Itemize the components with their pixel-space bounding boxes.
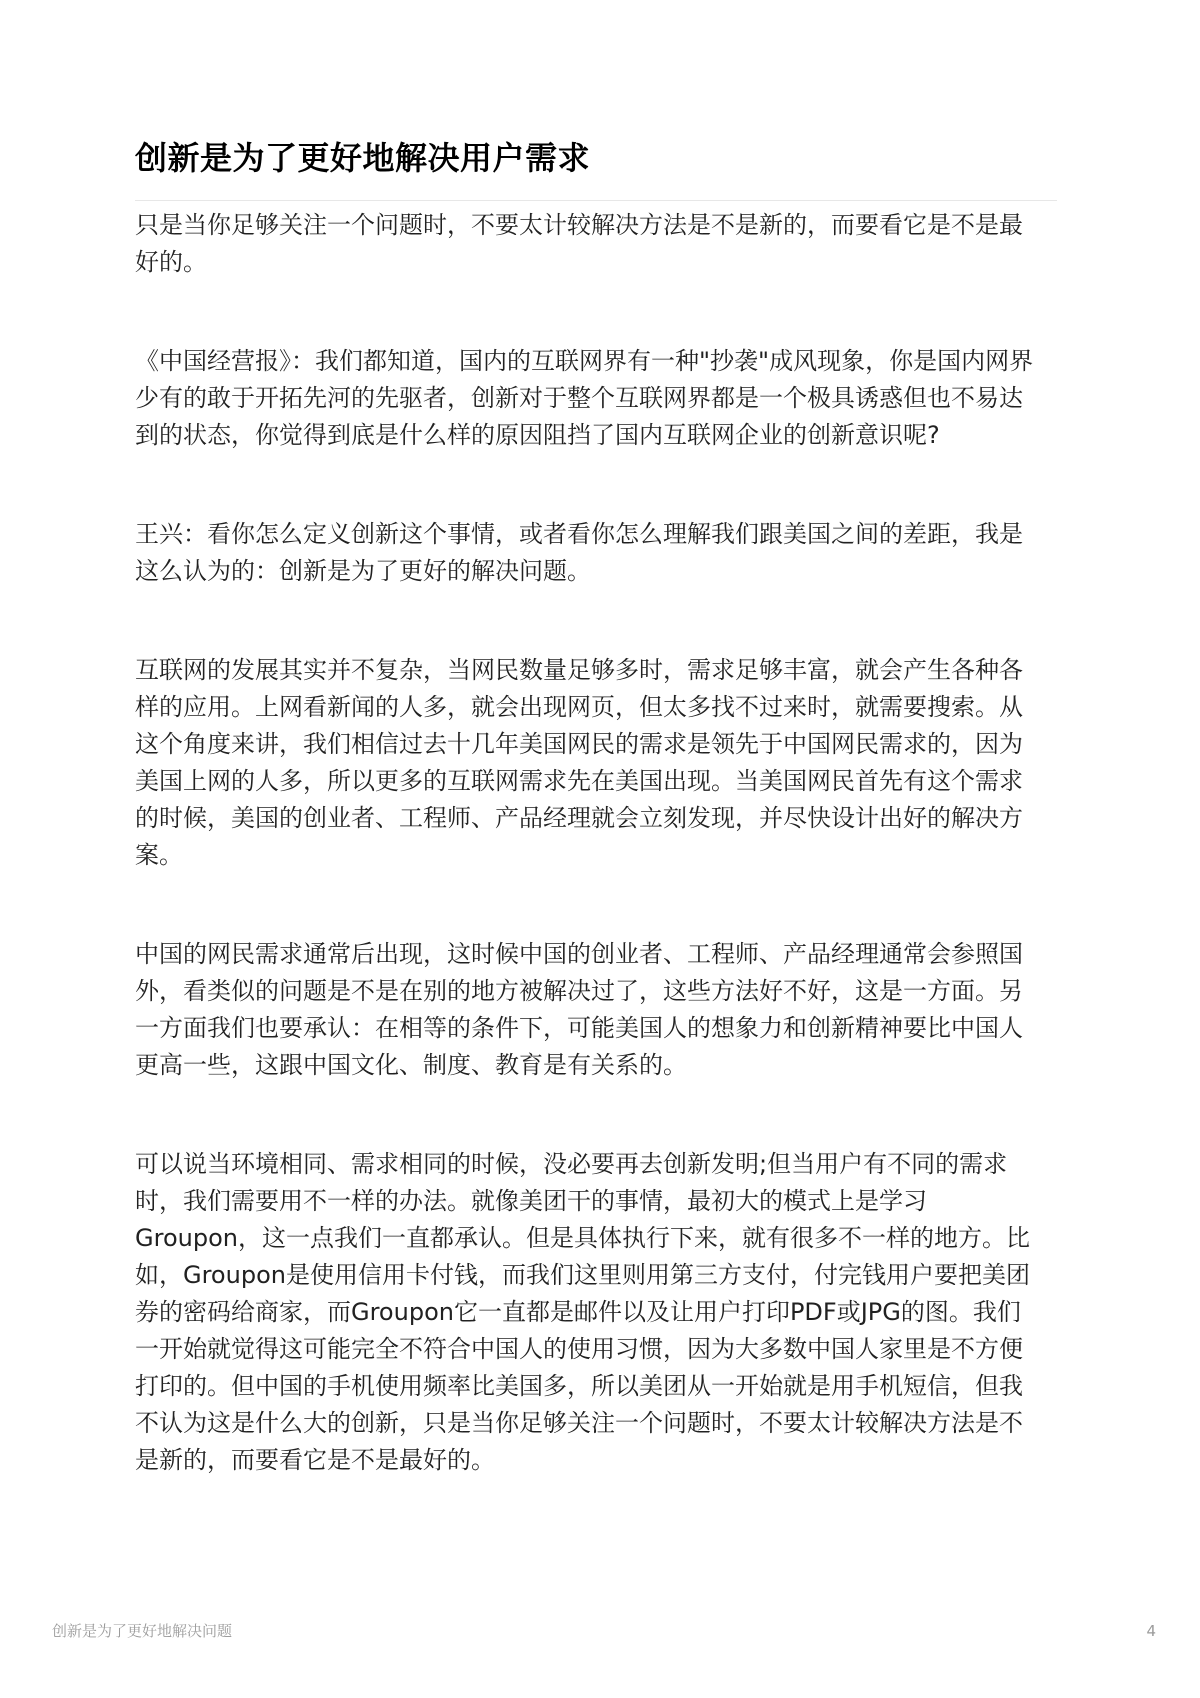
- paragraph-china-netizen-demand: 中国的网民需求通常后出现，这时候中国的创业者、工程师、产品经理通常会参照国外，看类似的问题是不是在别的地方被解决过了，这些方法好不好，这是一方面。另一方面我们也要承认：在相等的条件下，可能美国人的想象力和创新精神要比中国人更高一些，这跟中国文化、制度、教育是有关系的。: [135, 940, 1023, 1079]
- page-title: 创新是为了更好地解决用户需求: [135, 139, 591, 177]
- paragraph-interviewer-question: 《中国经营报》：我们都知道，国内的互联网界有一种"抄袭"成风现象，你是国内网界少有的敢于开拓先河的先驱者，创新对于整个互联网界都是一个极具诱惑但也不易达到的状态，你觉得到底是什么样的原因阻挡了国内互联网企业的创新意识呢?: [135, 347, 1034, 449]
- article-content: [135, 138, 1057, 1541]
- paragraph-meituan-groupon: 可以说当环境相同、需求相同的时候，没必要再去创新发明;但当用户有不同的需求时，我们需要用不一样的办法。就像美团干的事情，最初大的模式上是学习Groupon，这一点我们一直都承认。但是具体执行下来，就有很多不一样的地方。比如，Groupon是使用信用卡付钱，而我们这里则用第三方支付，付完钱用户要把美团券的密码给商家，而Groupon它一直都是邮件以及让用户打印PDF或JPG的图。我们一开始就觉得这可能完全不符合中国人的使用习惯，因为大多数中国人家里是不方便打印的。但中国的手机使用频率比美国多，所以美团从一开始就是用手机短信，但我不认为这是什么大的创新，只是当你足够关注一个问题时，不要太计较解决方法是不是新的，而要看它是不是最好的。: [135, 1150, 1030, 1474]
- paragraph-wangxing-answer: 王兴：看你怎么定义创新这个事情，或者看你怎么理解我们跟美国之间的差距，我是这么认为的：创新是为了更好的解决问题。: [135, 520, 1023, 585]
- page-number: 4: [1146, 1622, 1156, 1640]
- title-divider: [135, 200, 1057, 201]
- footer-running-title: 创新是为了更好地解决问题: [52, 1622, 233, 1640]
- paragraph-internet-development: 互联网的发展其实并不复杂，当网民数量足够多时，需求足够丰富，就会产生各种各样的应用。上网看新闻的人多，就会出现网页，但太多找不过来时，就需要搜索。从这个角度来讲，我们相信过去十几年美国网民的需求是领先于中国网民需求的，因为美国上网的人多，所以更多的互联网需求先在美国出现。当美国网民首先有这个需求的时候，美国的创业者、工程师、产品经理就会立刻发现，并尽快设计出好的解决方案。: [135, 656, 1023, 869]
- paragraph-intro: 只是当你足够关注一个问题时，不要太计较解决方法是不是新的，而要看它是不是最好的。: [135, 211, 1023, 276]
